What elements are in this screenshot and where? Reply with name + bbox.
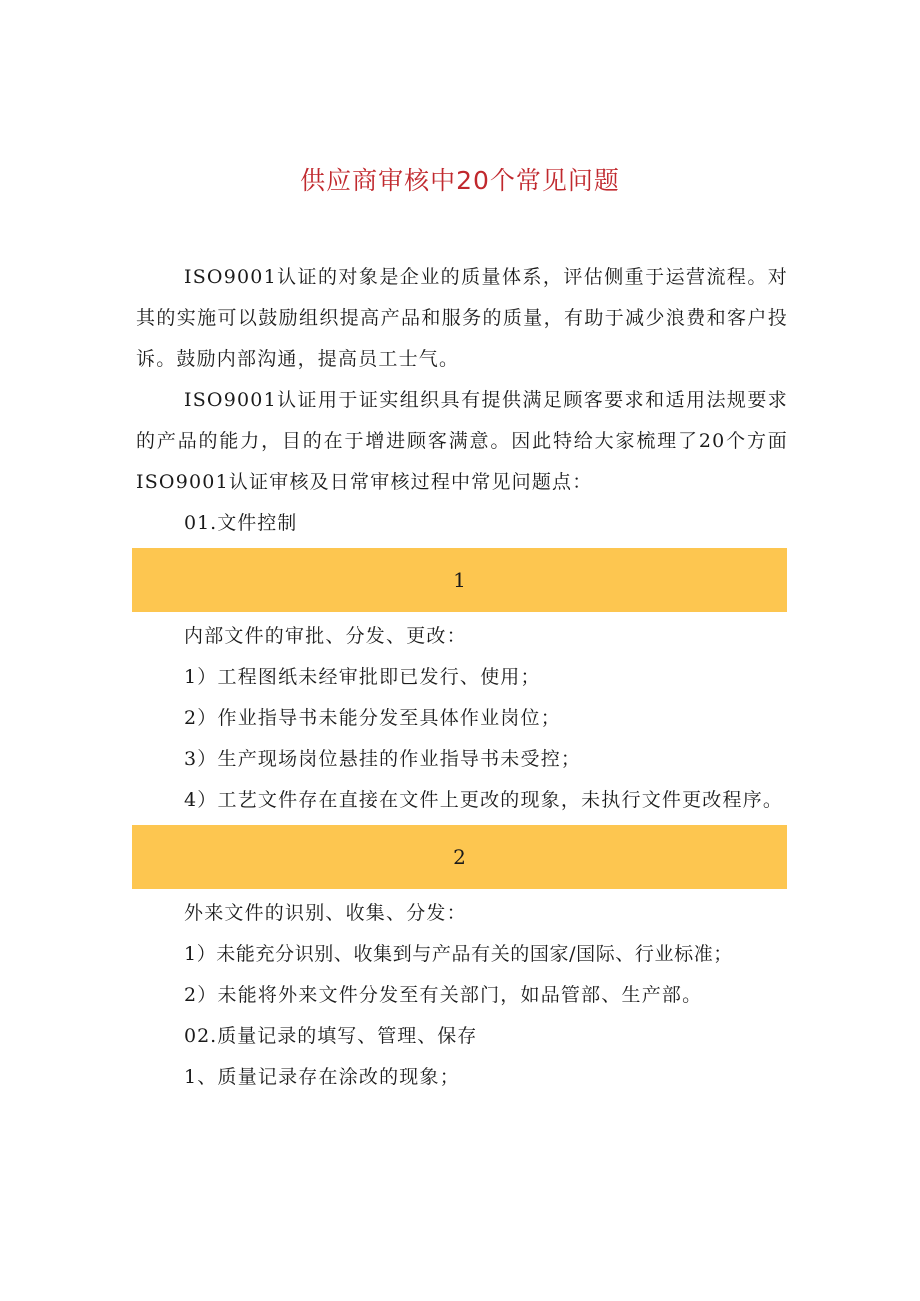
list-item: 1）未能充分识别、收集到与产品有关的国家/国际、行业标准；	[184, 943, 733, 965]
section-heading-document-control: 01.文件控制	[184, 512, 298, 534]
list-item: 2）未能将外来文件分发至有关部门，如品管部、生产部。	[184, 984, 703, 1006]
list-item: 4）工艺文件存在直接在文件上更改的现象，未执行文件更改程序。	[184, 789, 784, 811]
subtitle-external-documents: 外来文件的识别、收集、分发：	[184, 902, 467, 924]
list-item: 1、质量记录存在涂改的现象；	[184, 1066, 460, 1088]
banner-number: 1	[453, 568, 466, 592]
section-number-banner-2	[132, 825, 787, 889]
document-title: 供应商审核中20个常见问题	[300, 166, 620, 195]
subtitle-internal-documents: 内部文件的审批、分发、更改：	[184, 625, 467, 647]
intro-paragraph-1: ISO9001认证的对象是企业的质量体系，评估侧重于运营流程。对其的实施可以鼓励组织提高产品和服务的质量，有助于减少浪费和客户投诉。鼓励内部沟通，提高员工士气。	[136, 266, 788, 370]
list-item: 2）作业指导书未能分发至具体作业岗位；	[184, 707, 561, 729]
section-number-banner-1	[132, 548, 787, 612]
list-item: 3）生产现场岗位悬挂的作业指导书未受控；	[184, 748, 582, 770]
section-heading-quality-records: 02.质量记录的填写、管理、保存	[184, 1025, 478, 1047]
document-body	[136, 257, 788, 1098]
list-item: 1）工程图纸未经审批即已发行、使用；	[184, 666, 541, 688]
banner-number: 2	[453, 845, 466, 869]
intro-paragraph-2: ISO9001认证用于证实组织具有提供满足顾客要求和适用法规要求的产品的能力，目的在于增进顾客满意。因此特给大家梳理了20个方面ISO9001认证审核及日常审核过程中常见问题点：	[136, 389, 788, 493]
